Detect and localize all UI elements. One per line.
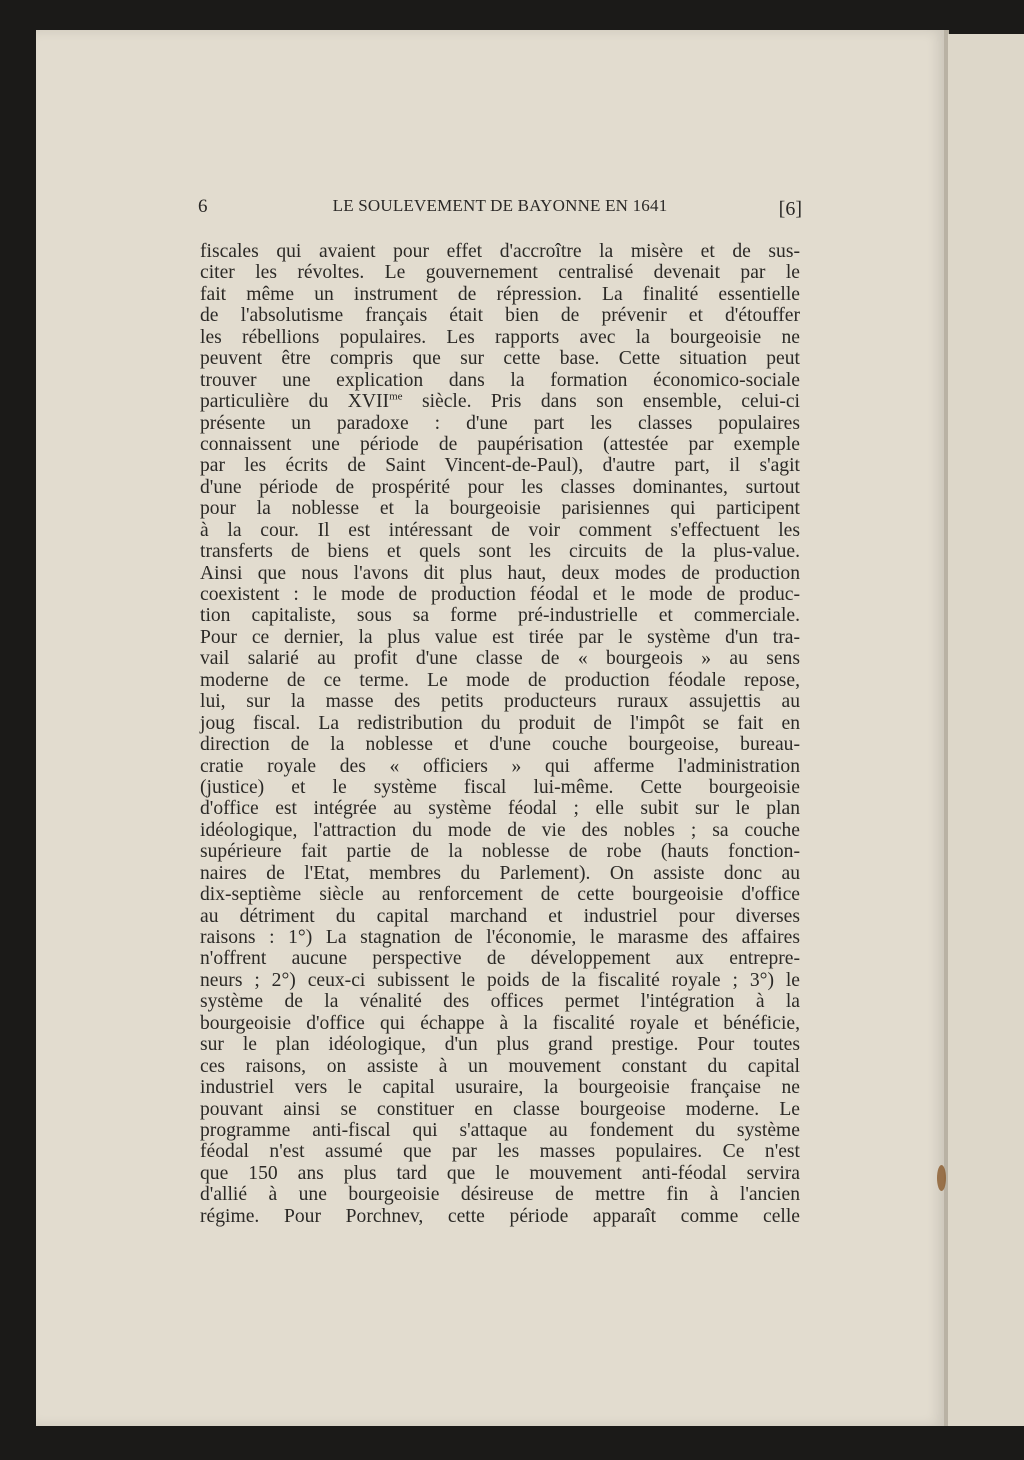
text-line-content: neurs ; 2°) ceux-ci subissent le poids de la fiscalité royale ; 3°) le bbox=[200, 969, 800, 991]
text-line-content: citer les révoltes. Le gouvernement centralisé devenait par le bbox=[200, 262, 800, 284]
text-line bbox=[200, 756, 800, 777]
text-line-content: dix-septième siècle au renforcement de cette bourgeoisie d'office bbox=[200, 884, 800, 906]
text-line-content: bourgeoisie d'office qui échappe à la fiscalité royale et bénéficie, bbox=[200, 1012, 800, 1034]
text-line bbox=[200, 541, 800, 562]
text-line-content: sur le plan idéologique, d'un plus grand prestige. Pour toutes bbox=[200, 1034, 800, 1056]
text-line-content: connaissent une période de paupérisation (attestée par exemple bbox=[200, 433, 800, 455]
text-line bbox=[200, 863, 800, 884]
superscript: me bbox=[389, 390, 403, 403]
text-line bbox=[200, 413, 800, 434]
running-title: LE SOULEVEMENT DE BAYONNE EN 1641 bbox=[332, 196, 668, 215]
text-line bbox=[200, 970, 800, 991]
text-line bbox=[200, 605, 800, 626]
text-line bbox=[200, 991, 800, 1012]
text-line bbox=[200, 1141, 800, 1162]
text-line bbox=[200, 648, 800, 669]
text-line-content: fait même un instrument de répression. La finalité essentielle bbox=[200, 283, 800, 305]
text-line bbox=[200, 584, 800, 605]
facing-page-edge bbox=[948, 34, 1024, 1426]
bracketed-page-number: [6] bbox=[778, 198, 802, 220]
text-line-content: présente un paradoxe : d'une part les classes populaires bbox=[200, 412, 800, 434]
text-line bbox=[200, 1184, 800, 1205]
text-line-content: joug fiscal. La redistribution du produit de l'impôt se fait en bbox=[200, 712, 800, 734]
text-line bbox=[200, 627, 800, 648]
text-line-content: cratie royale des « officiers » qui afferme l'administration bbox=[200, 755, 800, 777]
text-line-content: les rébellions populaires. Les rapports avec la bourgeoisie ne bbox=[200, 326, 800, 348]
text-line bbox=[200, 691, 800, 712]
text-line bbox=[200, 1120, 800, 1141]
text-line-content: transferts de biens et quels sont les circuits de la plus-value. bbox=[200, 541, 800, 563]
text-line-content: d'une période de prospérité pour les classes dominantes, surtout bbox=[200, 476, 800, 498]
text-line bbox=[200, 391, 800, 412]
text-line-content: régime. Pour Porchnev, cette période apparaît comme celle bbox=[200, 1205, 800, 1227]
text-line bbox=[200, 305, 800, 326]
text-line-content bbox=[200, 391, 800, 412]
text-line bbox=[200, 520, 800, 541]
text-line bbox=[200, 284, 800, 305]
text-line-content: Ainsi que nous l'avons dit plus haut, deux modes de production bbox=[200, 562, 800, 584]
text-line-content: au détriment du capital marchand et industriel pour diverses bbox=[200, 905, 800, 927]
text-line bbox=[200, 262, 800, 283]
text-line bbox=[200, 798, 800, 819]
text-segment: siècle. Pris dans son ensemble, celui-ci bbox=[402, 391, 800, 413]
text-line bbox=[200, 820, 800, 841]
text-line bbox=[200, 241, 800, 262]
text-line bbox=[200, 1077, 800, 1098]
text-line bbox=[200, 498, 800, 519]
text-line bbox=[200, 927, 800, 948]
text-line bbox=[200, 563, 800, 584]
paper-stain bbox=[937, 1165, 946, 1191]
text-line-content: coexistent : le mode de production féodal et le mode de produc- bbox=[200, 584, 800, 605]
text-line-content: vail salarié au profit d'une classe de « bourgeois » au sens bbox=[200, 648, 800, 670]
text-segment: particulière du XVII bbox=[200, 391, 390, 413]
text-line-content: par les écrits de Saint Vincent-de-Paul), d'autre part, il s'agit bbox=[200, 455, 800, 477]
text-line-content: tion capitaliste, sous sa forme pré-industrielle et commerciale. bbox=[200, 605, 800, 627]
page-number: 6 bbox=[198, 196, 208, 217]
text-line-content: direction de la noblesse et d'une couche bourgeoise, bureau- bbox=[200, 734, 800, 756]
text-line bbox=[200, 713, 800, 734]
text-line-content: peuvent être compris que sur cette base. Cette situation peut bbox=[200, 348, 800, 370]
text-line bbox=[200, 734, 800, 755]
text-line bbox=[200, 884, 800, 905]
text-line bbox=[200, 906, 800, 927]
text-line-content: d'allié à une bourgeoisie désireuse de mettre fin à l'ancien bbox=[200, 1184, 800, 1206]
text-line-content: de l'absolutisme français était bien de prévenir et d'étouffer bbox=[200, 305, 800, 327]
text-line-content: (justice) et le système fiscal lui-même. Cette bourgeoisie bbox=[200, 776, 800, 798]
text-line bbox=[200, 327, 800, 348]
body-text bbox=[200, 241, 800, 1227]
text-line-content: industriel vers le capital usuraire, la bourgeoisie française ne bbox=[200, 1077, 800, 1099]
text-line bbox=[200, 1099, 800, 1120]
text-line-content: féodal n'est assumé que par les masses populaires. Ce n'est bbox=[200, 1141, 800, 1163]
text-line-content: d'office est intégrée au système féodal ; elle subit sur le plan bbox=[200, 798, 800, 820]
text-line bbox=[200, 948, 800, 969]
text-line bbox=[200, 370, 800, 391]
text-line bbox=[200, 1013, 800, 1034]
text-line bbox=[200, 434, 800, 455]
text-line-content: fiscales qui avaient pour effet d'accroître la misère et de sus- bbox=[200, 241, 800, 262]
text-line bbox=[200, 1034, 800, 1055]
running-header bbox=[198, 196, 802, 222]
text-line bbox=[200, 670, 800, 691]
text-line-content: pouvant ainsi se constituer en classe bourgeoise moderne. Le bbox=[200, 1098, 800, 1120]
text-line-content: pour la noblesse et la bourgeoisie parisiennes qui participent bbox=[200, 498, 800, 520]
text-line-content: idéologique, l'attraction du mode de vie des nobles ; sa couche bbox=[200, 819, 800, 841]
text-line-content: raisons : 1°) La stagnation de l'économie, le marasme des affaires bbox=[200, 927, 800, 948]
text-line-content: programme anti-fiscal qui s'attaque au fondement du système bbox=[200, 1119, 800, 1141]
text-line-content: que 150 ans plus tard que le mouvement anti-féodal servira bbox=[200, 1162, 800, 1184]
text-line-content: supérieure fait partie de la noblesse de robe (hauts fonction- bbox=[200, 841, 800, 863]
text-line bbox=[200, 477, 800, 498]
text-line-content: lui, sur la masse des petits producteurs ruraux assujettis au bbox=[200, 691, 800, 713]
text-line-content: système de la vénalité des offices permet l'intégration à la bbox=[200, 991, 800, 1013]
text-line bbox=[200, 348, 800, 369]
text-line-content: à la cour. Il est intéressant de voir comment s'effectuent les bbox=[200, 519, 800, 541]
text-line-content: moderne de ce terme. Le mode de production féodale repose, bbox=[200, 669, 800, 691]
text-line-content: Pour ce dernier, la plus value est tirée par le système d'un tra- bbox=[200, 626, 800, 648]
text-line bbox=[200, 1163, 800, 1184]
text-line-content: ces raisons, on assiste à un mouvement constant du capital bbox=[200, 1055, 800, 1077]
text-line bbox=[200, 841, 800, 862]
text-line-content: n'offrent aucune perspective de développement aux entrepre- bbox=[200, 948, 800, 970]
text-line-content: naires de l'Etat, membres du Parlement). On assiste donc au bbox=[200, 862, 800, 884]
text-line-content: trouver une explication dans la formation économico-sociale bbox=[200, 369, 800, 391]
text-line bbox=[200, 777, 800, 798]
text-line bbox=[200, 455, 800, 476]
text-line bbox=[200, 1056, 800, 1077]
text-line bbox=[200, 1206, 800, 1227]
